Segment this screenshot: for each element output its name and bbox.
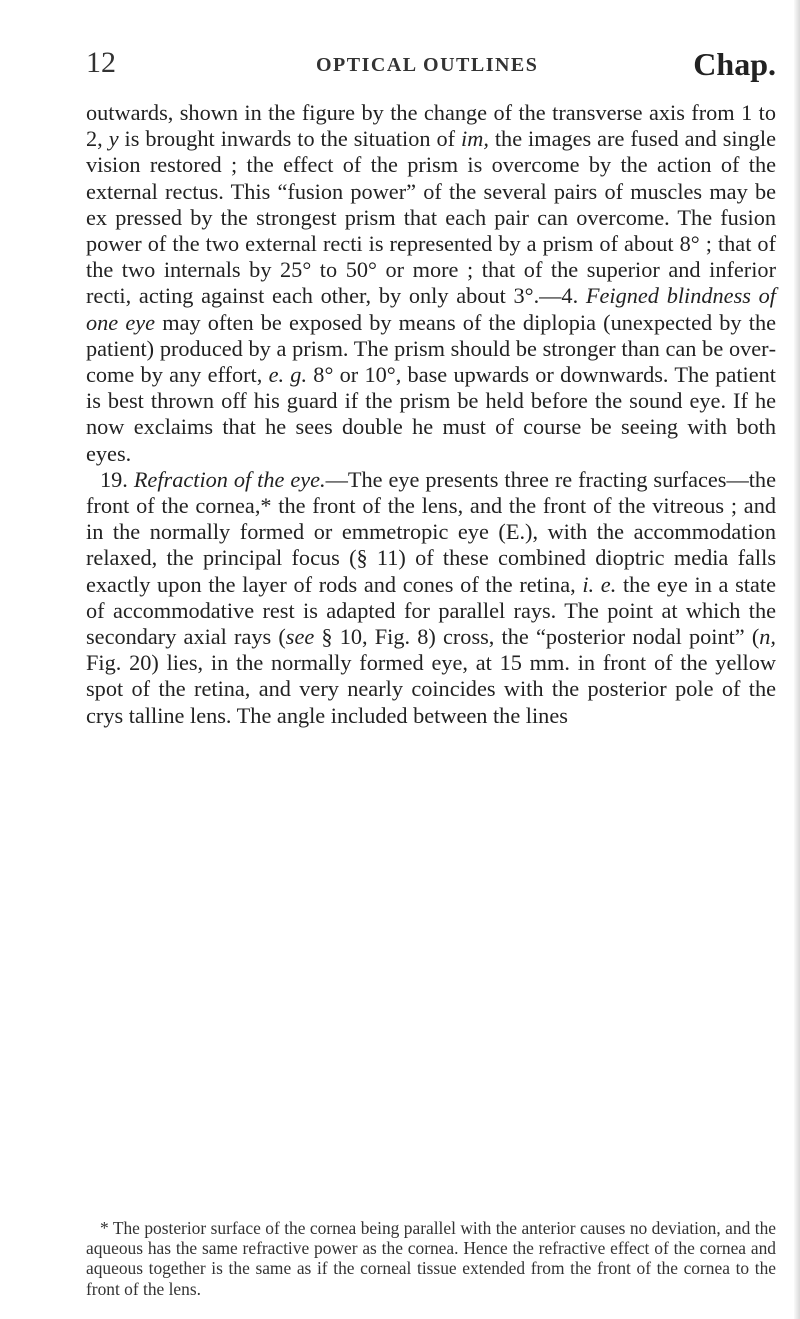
- paragraph-refraction: 19. Refraction of the eye.—The eye presents three re fracting surfaces—the front of the cornea,* the front of the lens, and the front of the vitreous ; and in the normally formed or emmetropic eye (E.), with the accommodation relaxed, the principal focus (§ 11) of these combined dioptric media falls exactly upon the layer of rods and cones of the retina, i. e. the eye in a state of accommodative rest is adapted for parallel rays. The point at which the secondary axial rays (see § 10, Fig. 8) cross, the “posterior nodal point” (n, Fig. 20) lies, in the normally formed eye, at 15 mm. in front of the yellow spot of the retina, and very nearly coincides with the posterior pole of the crys talline lens. The angle included between the lines: [86, 466, 777, 728]
- section-title: Refraction of the eye.: [133, 466, 326, 492]
- section-number: 19.: [100, 466, 134, 492]
- paragraph-fusion-power: outwards, shown in the figure by the change of the transverse axis from 1 to 2, y is brought inwards to the situation of im, the images are fused and single vision restored ; the effect of the prism is overcome by the action of the external rectus. This “fusion power” of the several pairs of muscles may be ex pressed by the strongest prism that each pair can overcome. The fusion power of the two external recti is represented by a prism of about 8° ; that of the two internals by 25° to 50° or more ; that of the superior and inferior recti, acting against each other, by only about 3°.—4. Feigned blindness of one eye may often be exposed by means of the diplopia (unexpected by the patient) produced by a prism. The prism should be stronger than can be over come by any effort, e. g. 8° or 10°, base upwards or downwards. The patient is best thrown off his guard if the prism be held before the sound eye. If he now exclaims that he sees double he must of course be seeing with both eyes.: [86, 100, 777, 466]
- page-number: 12: [86, 46, 116, 79]
- page-edge-shadow: [794, 0, 800, 1319]
- running-head: OPTICAL OUTLINES: [316, 54, 539, 76]
- body-text: [86, 100, 776, 729]
- footnote: [86, 1218, 776, 1299]
- feigned-blindness-heading: Feigned blindness of one eye: [86, 283, 777, 335]
- footnote-text: The posterior surface of the cornea being parallel with the anterior causes no deviation, and the aqueous has the same refractive power as the cornea. Hence the refractive effect of the cornea and aqueous together is the same as if the corneal tissue extended from the front of the cornea to the front of the lens.: [86, 1218, 776, 1299]
- chapter-label: Chap.: [693, 46, 776, 82]
- page-header: [86, 46, 776, 86]
- footnote-marker: *: [100, 1218, 109, 1238]
